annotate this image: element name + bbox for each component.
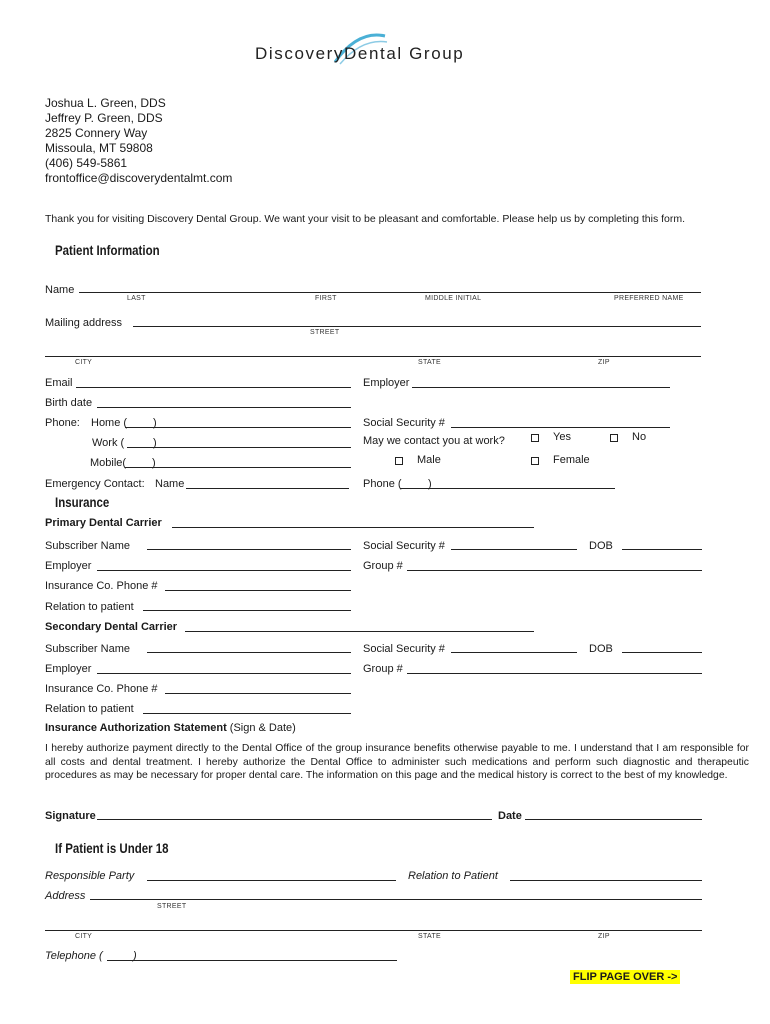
office-email: frontoffice@discoverydentalmt.com bbox=[45, 171, 233, 185]
responsible-party-field[interactable] bbox=[147, 880, 396, 881]
auth-heading-sub: (Sign & Date) bbox=[226, 722, 296, 734]
name-sub-middle: MIDDLE INITIAL bbox=[425, 295, 482, 302]
primary-group-field[interactable] bbox=[407, 570, 702, 571]
minor-state-sub: STATE bbox=[418, 933, 442, 940]
birth-date-field[interactable] bbox=[97, 407, 351, 408]
secondary-ss-label: Social Security # bbox=[363, 643, 445, 655]
name-sub-first: FIRST bbox=[315, 295, 337, 302]
mobile-phone-field[interactable] bbox=[125, 467, 351, 468]
telephone-field[interactable] bbox=[107, 960, 397, 961]
office-street: 2825 Connery Way bbox=[45, 126, 148, 140]
no-checkbox[interactable] bbox=[610, 434, 618, 442]
secondary-employer-field[interactable] bbox=[97, 673, 351, 674]
ss-field[interactable] bbox=[451, 427, 670, 428]
emergency-contact-label: Emergency Contact: bbox=[45, 478, 145, 490]
signature-field[interactable] bbox=[97, 819, 492, 820]
female-label: Female bbox=[553, 454, 590, 466]
relation-to-patient-field[interactable] bbox=[510, 880, 702, 881]
home-paren: ) bbox=[153, 417, 157, 429]
name-sub-last: LAST bbox=[127, 295, 146, 302]
primary-ins-phone-label: Insurance Co. Phone # bbox=[45, 580, 158, 592]
work-phone-field[interactable] bbox=[127, 447, 351, 448]
minor-city-sub: CITY bbox=[75, 933, 93, 940]
home-phone-label: Home ( bbox=[91, 417, 128, 429]
name-field[interactable] bbox=[79, 292, 701, 293]
email-label: Email bbox=[45, 377, 73, 389]
logo-text-discovery: Discovery bbox=[255, 44, 345, 63]
primary-ss-label: Social Security # bbox=[363, 540, 445, 552]
name-sub-preferred: PREFERRED NAME bbox=[614, 295, 684, 302]
male-checkbox[interactable] bbox=[395, 457, 403, 465]
secondary-ins-phone-field[interactable] bbox=[165, 693, 351, 694]
secondary-carrier-field[interactable] bbox=[185, 631, 534, 632]
minor-street-field[interactable] bbox=[90, 899, 702, 900]
minor-address-label: Address bbox=[45, 890, 86, 902]
state-sub: STATE bbox=[418, 359, 442, 366]
work-paren: ) bbox=[153, 437, 157, 449]
female-checkbox[interactable] bbox=[531, 457, 539, 465]
secondary-dob-label: DOB bbox=[589, 643, 613, 655]
mailing-label: Mailing address bbox=[45, 317, 123, 329]
secondary-group-field[interactable] bbox=[407, 673, 702, 674]
logo-text-group: Group bbox=[409, 44, 465, 63]
primary-ins-phone-field[interactable] bbox=[165, 590, 351, 591]
emergency-name-field[interactable] bbox=[186, 488, 349, 489]
yes-label: Yes bbox=[553, 431, 571, 443]
minor-zip-sub: ZIP bbox=[598, 933, 610, 940]
minor-street-sub: STREET bbox=[157, 903, 187, 910]
secondary-relation-field[interactable] bbox=[143, 713, 351, 714]
name-label: Name bbox=[45, 284, 75, 296]
minor-city-field[interactable] bbox=[45, 930, 702, 931]
primary-carrier-field[interactable] bbox=[172, 527, 534, 528]
primary-relation-field[interactable] bbox=[143, 610, 351, 611]
intro-text: Thank you for visiting Discovery Dental Group. We want your visit to be pleasant and comfortable. Please help us by completing this form. bbox=[45, 213, 686, 225]
doctor-2: Jeffrey P. Green, DDS bbox=[45, 111, 163, 125]
office-address-block bbox=[45, 96, 232, 186]
secondary-dob-field[interactable] bbox=[622, 652, 702, 653]
auth-statement: I hereby authorize payment directly to the Dental Office of the group insurance benefits otherwise payable to me. I understand that I am responsible for all costs and dental treatment. I hereby authorize the Dental Office to administer such medications and perform such diagnostic and therapeutic procedures as may be necessary for proper dental care. The information on this page and the medical history is correct to the best of my knowledge. bbox=[45, 743, 749, 781]
secondary-ss-field[interactable] bbox=[451, 652, 577, 653]
primary-group-label: Group # bbox=[363, 560, 403, 572]
city-sub: CITY bbox=[75, 359, 93, 366]
practice-logo bbox=[255, 44, 464, 64]
responsible-party-label: Responsible Party bbox=[45, 870, 135, 882]
secondary-ins-phone-label: Insurance Co. Phone # bbox=[45, 683, 158, 695]
employer-field[interactable] bbox=[412, 387, 670, 388]
relation-to-patient-label: Relation to Patient bbox=[408, 870, 498, 882]
signature-label: Signature bbox=[45, 810, 96, 822]
secondary-subscriber-field[interactable] bbox=[147, 652, 351, 653]
male-label: Male bbox=[417, 454, 441, 466]
emergency-phone-field[interactable] bbox=[400, 488, 615, 489]
mailing-street-field[interactable] bbox=[133, 326, 701, 327]
emergency-phone-paren: ) bbox=[428, 478, 432, 490]
home-phone-field[interactable] bbox=[125, 427, 351, 428]
mobile-phone-label: Mobile( bbox=[90, 457, 127, 469]
employer-label: Employer bbox=[363, 377, 410, 389]
office-phone: (406) 549-5861 bbox=[45, 156, 128, 170]
secondary-group-label: Group # bbox=[363, 663, 403, 675]
minor-heading: If Patient is Under 18 bbox=[55, 840, 169, 856]
secondary-employer-label: Employer bbox=[45, 663, 92, 675]
secondary-carrier-label: Secondary Dental Carrier bbox=[45, 621, 178, 633]
date-field[interactable] bbox=[525, 819, 702, 820]
mobile-paren: ) bbox=[152, 457, 156, 469]
insurance-heading: Insurance bbox=[55, 494, 110, 510]
ss-label: Social Security # bbox=[363, 417, 445, 429]
flip-page-note: FLIP PAGE OVER -> bbox=[570, 970, 680, 984]
patient-info-heading: Patient Information bbox=[55, 242, 160, 258]
logo-text-dental: Dental bbox=[344, 44, 403, 63]
office-city: Missoula, MT 59808 bbox=[45, 141, 153, 155]
secondary-subscriber-label: Subscriber Name bbox=[45, 643, 130, 655]
doctor-1: Joshua L. Green, DDS bbox=[45, 96, 166, 110]
work-phone-label: Work ( bbox=[92, 437, 125, 449]
mailing-city-field[interactable] bbox=[45, 356, 701, 357]
primary-employer-label: Employer bbox=[45, 560, 92, 572]
no-label: No bbox=[632, 431, 647, 443]
primary-ss-field[interactable] bbox=[451, 549, 577, 550]
auth-heading bbox=[45, 722, 296, 734]
primary-subscriber-field[interactable] bbox=[147, 549, 351, 550]
email-field[interactable] bbox=[76, 387, 351, 388]
primary-subscriber-label: Subscriber Name bbox=[45, 540, 130, 552]
birth-label: Birth date bbox=[45, 397, 93, 409]
primary-employer-field[interactable] bbox=[97, 570, 351, 571]
yes-checkbox[interactable] bbox=[531, 434, 539, 442]
date-label: Date bbox=[498, 810, 522, 822]
street-sub: STREET bbox=[310, 329, 340, 336]
emergency-name-label: Name bbox=[155, 478, 185, 490]
emergency-phone-label: Phone ( bbox=[363, 478, 402, 490]
contact-work-label: May we contact you at work? bbox=[363, 435, 505, 447]
secondary-relation-label: Relation to patient bbox=[45, 703, 134, 715]
zip-sub: ZIP bbox=[598, 359, 610, 366]
auth-heading-title: Insurance Authorization Statement bbox=[45, 722, 227, 734]
telephone-paren: ) bbox=[133, 950, 137, 962]
primary-relation-label: Relation to patient bbox=[45, 601, 134, 613]
telephone-label: Telephone ( bbox=[45, 950, 103, 962]
primary-carrier-label: Primary Dental Carrier bbox=[45, 517, 162, 529]
primary-dob-field[interactable] bbox=[622, 549, 702, 550]
primary-dob-label: DOB bbox=[589, 540, 613, 552]
phone-label: Phone: bbox=[45, 417, 80, 429]
